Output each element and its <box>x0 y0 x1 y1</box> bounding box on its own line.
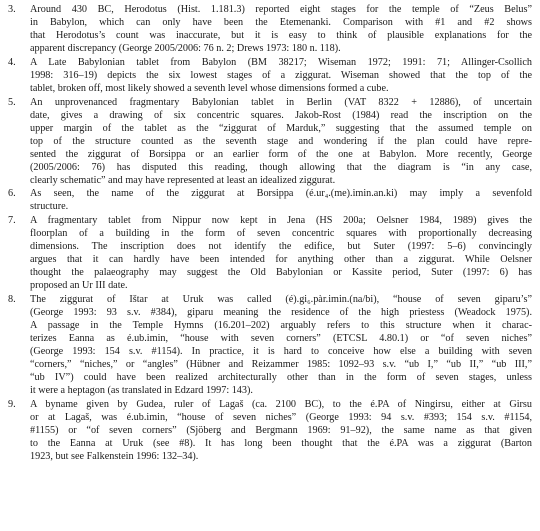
text-line: terizes Eanna as é.ub.imin, “house with seven corners” (ETCSL 4.80.1) or “of seven niches” <box>30 333 532 345</box>
note-text <box>30 293 532 397</box>
text-line: sented the ziggurat of Borsippa or an earlier form of the one at Babylon. More recently, George <box>30 148 532 160</box>
note-number: 3. <box>8 4 16 15</box>
note-text <box>30 56 532 95</box>
text-line: A byname given by Gudea, ruler of Lagaš (ca. 2100 BC), to the é.PA of Ningirsu, either at Girsu <box>30 398 532 410</box>
note-6 <box>8 187 532 213</box>
note-5 <box>8 96 532 187</box>
text-line: clearly schematic” and may have represented at least an idealized ziggurat. <box>30 174 336 186</box>
note-7 <box>8 214 532 292</box>
note-text <box>30 214 532 292</box>
note-text <box>30 398 532 463</box>
note-number: 8. <box>8 294 16 305</box>
note-number: 4. <box>8 56 16 68</box>
text-line: date, gives a drawing of six concentric squares. Jakob-Rost (1984) read the inscription on the <box>30 109 532 121</box>
text-line: proposed an Ur III date. <box>30 280 128 292</box>
text-line: An unprovenanced fragmentary Babylonian tablet in Berlin (VAT 8322 + 12886), of uncertain <box>30 96 532 108</box>
text-line: thought the palaeography may suggest the Old Babylonian or Kassite period, Suter (1997: 6) has <box>30 267 532 279</box>
text-line: (George 1993: 154 s.v. #1154). In practice, it is hard to conceive how else a building with seven <box>30 346 532 358</box>
note-number: 9. <box>8 398 16 410</box>
note-number: 7. <box>8 215 16 227</box>
note-text <box>30 187 532 213</box>
note-9 <box>8 398 532 463</box>
note-8 <box>8 293 532 397</box>
text-line: A fragmentary tablet from Nippur now kept in Jena (HS 200a; Oelsner 1984, 1989) gives the <box>30 215 532 227</box>
text-line: it were a heptagon (as translated in Edzard 1997: 143). <box>30 385 253 397</box>
text-line: top of the structure counted as the seventh stage and wondering if the plan could have repre- <box>30 135 532 147</box>
text-line: A passage in the Temple Hymns (16.201–202) arguably refers to this structure when it charac- <box>30 320 532 332</box>
text-line: dimensions. The inscription does not identify the edifice, but Suter (1997: 5–6) convincingly <box>30 241 532 253</box>
text-line: that Herodotus’s count was inaccurate, but it is easy to think of plausible explanations for the <box>30 30 532 42</box>
text-line: floorplan of a building in the form of seven concentric squares with proportionally decreasing <box>30 228 532 240</box>
text-line: #1155) or “of seven corners” (Sjöberg and Bergmann 1969: 91–92), the same name as that given <box>30 425 532 437</box>
text-line: argues that it can hardly have been intended for anything other than a ziggurat. While Oelsner <box>30 254 532 266</box>
text-line: Around 430 BC, Herodotus (Hist. 1.181.3) reported eight stages for the temple of “Zeus Belus” <box>30 4 532 15</box>
text-line: or at Lagaš, was é.ub.imin, “house of seven niches” (George 1993: 94 s.v. #393; 154 s.v. #1154, <box>30 412 532 424</box>
text-line: upper margin of the tablet as the “ziggurat of Marduk,” suggesting that the assumed temple on <box>30 122 532 134</box>
text-line: As seen, the name of the ziggurat at Borsippa (é.ur₄.(me).imin.an.ki) may imply a sevenfold <box>30 188 532 200</box>
text-line: apparent discrepancy (George 2005/2006: 76 n. 2; Drews 1973: 180 n. 118). <box>30 43 341 55</box>
text-line: (2005/2006: 76) has disputed this reading, though allowing that the diagram is “in any case, <box>30 161 532 173</box>
text-line: 1923, but see Falkenstein 1996: 132–34). <box>30 451 199 463</box>
text-line: tablet, broken off, most likely showed a seventh level whose dimensions formed a cube. <box>30 82 389 94</box>
text-line: The ziggurat of Ištar at Uruk was called (é).gi₆.pàr.imin.(na/bi), “house of seven giparu’s” <box>30 294 532 305</box>
note-text <box>30 96 532 187</box>
note-number: 5. <box>8 96 16 108</box>
text-line: A Late Babylonian tablet from Babylon (BM 38217; Wiseman 1972; 1991: 71; Allinger-Csollich <box>30 56 532 68</box>
note-text <box>30 3 532 55</box>
text-line: structure. <box>30 201 69 213</box>
note-number: 6. <box>8 188 16 200</box>
text-line: “corners,” “niches,” or “angles” (Hübner and Reizammer 1985: 1092–93 s.v. “ub I,” “ub II,” “ub III,” <box>30 359 532 371</box>
text-line: in Babylon, which can only have been the Etemenanki. Comparison with #1 and #2 shows <box>30 17 532 29</box>
text-line: 1998: 316–19) depicts the six lowest stages of a ziggurat. Wiseman showed that the top of the <box>30 69 532 81</box>
text-line: (George 1993: 93 s.v. #384), giparu meaning the residence of the high priestess (Weadock 1975). <box>30 307 532 319</box>
text-line: to the Eanna at Uruk (see #8). It has long been thought that the é.PA was a ziggurat (Barton <box>30 438 532 450</box>
text-line: “ub IV”) could have been realized architecturally other than in the form of seven stages, unless <box>30 372 532 384</box>
note-3 <box>8 3 532 55</box>
note-4 <box>8 56 532 95</box>
